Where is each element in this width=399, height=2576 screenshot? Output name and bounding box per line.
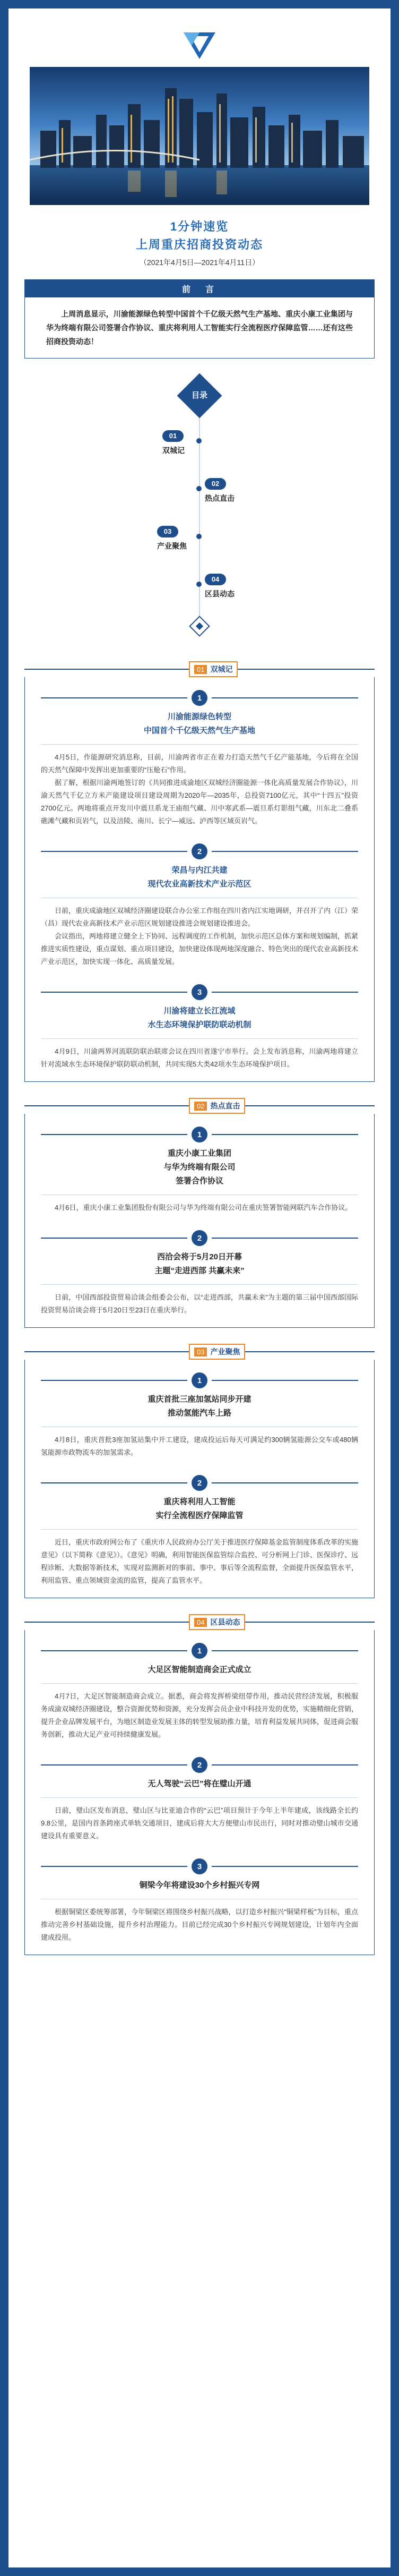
news-headline: 川渝将建立长江流域	[163, 1006, 236, 1016]
news-paragraph: 4月8日，重庆首批3座加氢站集中开工建设，建成投运后每天可满足约300辆氢能源公交车或480辆氢能源市政物流车的加氢需求。	[41, 1436, 358, 1456]
news-num: 2	[192, 1475, 207, 1491]
title-line1: 1分钟速览	[170, 220, 229, 233]
section-num: 03	[194, 1347, 207, 1357]
news-headline: 荣昌与内江共建	[171, 866, 228, 875]
news-num: 3	[192, 1858, 207, 1874]
toc-label: 目录	[191, 391, 207, 400]
news-headline: 中国首个千亿级天然气生产基地	[143, 726, 255, 735]
news-paragraph: 会议指出，两地将建立健全上下协同、远程调度的工作机制，加快示范区总体方案和规划编制，抓紧推进实质性建设，重点谋划、重点项目建设，加快建设体现两地深度融合、特色突出的现代农业高新技术产业示范区，加快实现一体化、高质量发展。	[41, 932, 359, 966]
news-item	[41, 1858, 358, 1944]
news-item	[41, 1475, 358, 1587]
news-num: 3	[192, 984, 207, 1000]
toc-item-3[interactable]	[157, 526, 187, 551]
news-item	[41, 984, 358, 1071]
toc-dot	[196, 486, 202, 491]
section-num: 04	[194, 1618, 207, 1627]
section-03-box	[24, 1360, 375, 1598]
news-paragraph: 据了解，根据川渝两地签订的《共同推进成渝地区双城经济圈能源一体化高质量发展合作协议》，川渝天然气千亿立方米产能建设项目建设周期为2020年—2035年，总投资7100亿元，其中“十四五”投资2700亿元。两地将重点开发川中震旦系龙王庙组气藏、川中寒武系—震旦系灯影组气藏，川东北二叠系礁滩气藏和页岩气，以及涪陵、南川、长宁—威远、泸西等区域页岩气。	[41, 779, 358, 825]
news-paragraph: 日前，重庆成渝地区双城经济圈建设联合办公室工作组在四川省内江实地调研，并召开了内（江）荣（昌）现代农业高新技术产业示范区规划建设推进会规划建设推进会。	[41, 907, 359, 927]
section-label: 产业聚焦	[210, 1347, 240, 1356]
logo-area	[8, 8, 391, 67]
triangle-logo-icon	[181, 30, 218, 62]
news-item	[41, 1372, 358, 1459]
section-01-header	[24, 661, 375, 677]
news-paragraph: 4月6日，重庆小康工业集团股份有限公司与华为终端有限公司在重庆签署智能网联汽车合作协议。	[55, 1204, 352, 1212]
news-num: 2	[192, 1230, 207, 1246]
toc-item-label: 热点直击	[205, 494, 235, 502]
news-item	[41, 843, 358, 968]
news-num: 2	[192, 843, 207, 859]
toc-item-num: 02	[205, 478, 226, 490]
news-headline: 主题“走进西部 共赢未来”	[154, 1266, 245, 1275]
section-num: 01	[194, 665, 207, 674]
toc-item-num: 03	[157, 526, 178, 538]
section-label: 热点直击	[210, 1102, 240, 1110]
news-paragraph: 日前，中国西部投资贸易洽谈会组委会公布，以“走进西部，共赢未来”为主题的第三届中国西部国际投资贸易洽谈会将于5月20日至23日在重庆举行。	[41, 1293, 358, 1314]
toc-item-label: 区县动态	[205, 590, 235, 598]
news-item	[41, 1230, 358, 1317]
section-label: 双城记	[210, 665, 233, 673]
news-paragraph: 近日，重庆市政府网公布了《重庆市人民政府办公厅关于推进医疗保障基金监管制度体系改革的实施意见》（以下简称《意见》）。《意见》明确，利用智能医保监管综合监控、可分析网上门诊、医保诊疗、远程诊断、大数据等新技术，实现对监测新对的事前、事中、事后等全流程监督，全面提升医保监管水平，利用监管、重点领域资金流的监管，提高了监管水平。	[41, 1538, 359, 1584]
news-num: 1	[192, 690, 207, 706]
section-04-box	[24, 1630, 375, 1955]
news-paragraph: 4月5日，作能源研究消息称，目前，川渝两省市正在着力打造天然气千亿产能基地，今后将在全国的天然气保障中发挥出更加重要的“压舱石”作用。	[41, 753, 358, 774]
city-skyline-image	[30, 67, 369, 205]
news-item	[41, 1643, 358, 1741]
toc-item-2[interactable]	[205, 478, 235, 504]
toc-item-num: 01	[162, 430, 184, 442]
section-02-header	[24, 1098, 375, 1114]
news-num: 1	[192, 1127, 207, 1142]
toc-item-label: 双城记	[162, 446, 185, 455]
toc-item-1[interactable]	[162, 430, 185, 456]
toc-dot	[196, 438, 202, 443]
section-02-box	[24, 1114, 375, 1328]
section-04-header	[24, 1614, 375, 1630]
news-headline: 签署合作协议	[175, 1176, 223, 1185]
toc-dot	[196, 582, 202, 587]
news-headline: 无人驾驶“云巴”将在璧山开通	[148, 1779, 251, 1788]
section-label: 区县动态	[210, 1618, 240, 1626]
news-headline: 现代农业高新技术产业示范区	[148, 880, 251, 889]
news-headline: 实行全流程医疗保障监管	[155, 1511, 244, 1520]
toc-item-num: 04	[205, 574, 226, 585]
section-03-header	[24, 1344, 375, 1360]
news-item	[41, 1757, 358, 1843]
toc-line	[199, 401, 200, 629]
news-item	[41, 1127, 358, 1214]
toc-dot	[196, 534, 202, 539]
news-headline: 水生态环境保护联防联动机制	[148, 1020, 251, 1029]
news-headline: 川渝能源绿色转型	[167, 712, 231, 721]
toc-item-4[interactable]	[205, 574, 235, 599]
date-range: （2021年4月5日—2021年4月11日）	[139, 258, 260, 267]
news-headline: 重庆将利用人工智能	[163, 1497, 236, 1506]
news-headline: 重庆小康工业集团	[167, 1149, 231, 1158]
title-block	[8, 218, 391, 268]
section-num: 02	[194, 1102, 207, 1111]
news-item	[41, 690, 358, 828]
news-headline: 推动氢能汽车上路	[167, 1409, 231, 1418]
news-paragraph: 根据铜梁区委统筹部署，今年铜梁区将围绕乡村振兴战略，以打造乡村振兴“铜梁样板”为目标，重点推动完善乡村基础设施，提升乡村治理能力。目前已经完成30个乡村振兴专网规划建设，计划年内全面建成投用。	[41, 1908, 358, 1941]
news-paragraph: 4月7日，大足区智能制造商会成立。据悉，商会将发挥桥梁纽带作用，推动民营经济发展，积极服务成渝双城经济圈建设，整合资源优势和资源，充分发挥会员企业中科技开发的优势，实施精细化营销，提升企业品牌发展平台，为地区制造业发展主体的转型发展助推力量，培育利益发展共同体，促进商会服务创新，推动大足产业可持续健康发展。	[41, 1692, 359, 1738]
news-headline: 与华为终端有限公司	[163, 1163, 236, 1172]
table-of-contents	[8, 369, 391, 645]
title-line2: 上周重庆招商投资动态	[135, 238, 263, 251]
news-paragraph: 日前，璧山区发布消息，璧山区与比亚迪合作的“云巴”项目预计于今年上半年建成，该线路全长约9.8公里，是国内首条跨座式单轨交通项目，建成后将大大方便璧山市民出行，同时对推动璧山城市交通建设具有重要意义。	[41, 1806, 358, 1840]
newsletter-sheet	[8, 8, 391, 2568]
news-num: 1	[192, 1643, 207, 1659]
news-num: 1	[192, 1372, 207, 1388]
news-num: 2	[192, 1757, 207, 1773]
toc-end-diamond	[189, 616, 210, 637]
preface-heading: 前 言	[24, 279, 375, 297]
news-headline: 大足区智能制造商会正式成立	[148, 1665, 251, 1674]
news-headline: 西洽会将于5月20日开幕	[157, 1252, 242, 1261]
preface-text: 上周消息显示，川渝能源绿色转型中国首个千亿级天然气生产基地、重庆小康工业集团与华为终端有限公司签署合作协议、重庆将利用人工智能实行全流程医疗保障监管……还有这些招商投资动态！	[24, 297, 375, 359]
news-headline: 铜梁今年将建设30个乡村振兴专网	[139, 1881, 260, 1890]
news-paragraph: 4月9日，川渝两界河流联防联治联席会议在四川省遂宁市举行。会上发布消息称，川渝两地将建立针对流域水生态环境保护联防联动机制，共同实现5大类42项水生态环境保护项目。	[41, 1047, 358, 1068]
news-headline: 重庆首批三座加氢站同步开建	[148, 1395, 251, 1404]
section-01-box	[24, 677, 375, 1082]
toc-item-label: 产业聚焦	[157, 542, 187, 550]
